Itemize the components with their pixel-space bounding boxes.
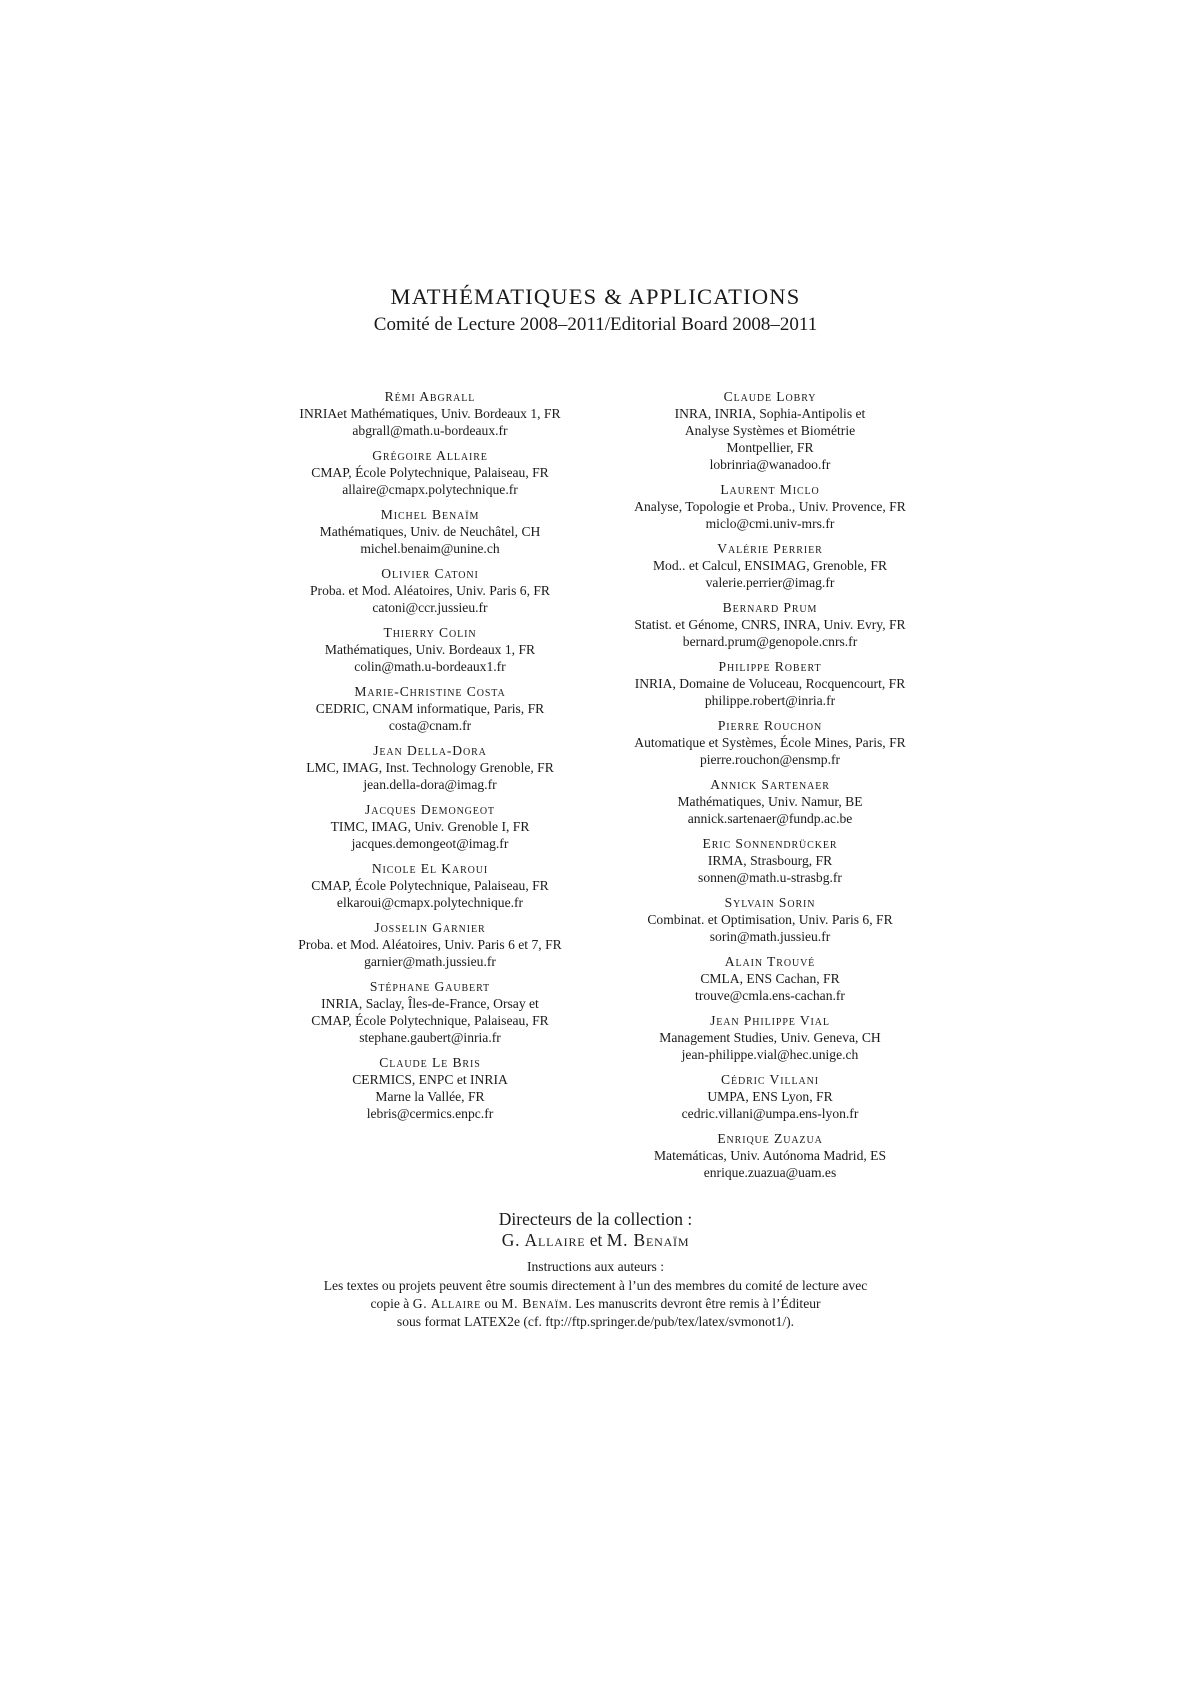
member-affiliation: INRA, INRIA, Sophia-Antipolis et xyxy=(674,406,866,421)
member-email[interactable]: jean-philippe.vial@hec.unige.ch xyxy=(681,1047,859,1062)
member-name: Josselin Garnier xyxy=(374,920,486,935)
board-member xyxy=(570,1012,970,1063)
member-email[interactable]: cedric.villani@umpa.ens-lyon.fr xyxy=(681,1106,859,1121)
directors-connector: et xyxy=(585,1230,607,1250)
member-email[interactable]: sorin@math.jussieu.fr xyxy=(709,929,831,944)
member-affiliation: Montpellier, FR xyxy=(726,440,814,455)
instructions-director-2: M. Benaïm xyxy=(501,1296,569,1311)
member-affiliation: INRIAet Mathématiques, Univ. Bordeaux 1, FR xyxy=(299,406,561,421)
member-affiliation: CERMICS, ENPC et INRIA xyxy=(352,1072,508,1087)
member-name: Michel Benaïm xyxy=(380,507,480,522)
member-name: Jean Philippe Vial xyxy=(710,1013,830,1028)
member-name: Enrique Zuazua xyxy=(717,1131,823,1146)
member-affiliation: Statist. et Génome, CNRS, INRA, Univ. Evry, FR xyxy=(634,617,906,632)
series-title: MATHÉMATIQUES & APPLICATIONS xyxy=(390,284,801,309)
member-name: Rémi Abgrall xyxy=(384,389,476,404)
board-member xyxy=(570,658,970,709)
member-name: Olivier Catoni xyxy=(381,566,479,581)
member-affiliation: Proba. et Mod. Aléatoires, Univ. Paris 6 et 7, FR xyxy=(298,937,562,952)
member-affiliation: LMC, IMAG, Inst. Technology Grenoble, FR xyxy=(306,760,554,775)
instructions-line-1: Les textes ou projets peuvent être soumis directement à l’un des membres du comité de lecture avec xyxy=(323,1278,868,1293)
instructions-line-3: sous format LATEX2e (cf. ftp://ftp.springer.de/pub/tex/latex/svmonot1/). xyxy=(396,1314,795,1329)
member-email[interactable]: jean.della-dora@imag.fr xyxy=(363,777,497,792)
member-affiliation: Matemáticas, Univ. Autónoma Madrid, ES xyxy=(653,1148,887,1163)
member-name: Nicole El Karoui xyxy=(371,861,489,876)
member-affiliation: TIMC, IMAG, Univ. Grenoble I, FR xyxy=(330,819,530,834)
director-name-1: G. Allaire xyxy=(501,1230,586,1250)
member-email[interactable]: enrique.zuazua@uam.es xyxy=(703,1165,837,1180)
member-email[interactable]: jacques.demongeot@imag.fr xyxy=(351,836,509,851)
member-email[interactable]: catoni@ccr.jussieu.fr xyxy=(372,600,488,615)
member-name: Alain Trouvé xyxy=(724,954,816,969)
instructions-line-2-pre: copie à xyxy=(370,1296,413,1311)
member-email[interactable]: philippe.robert@inria.fr xyxy=(704,693,836,708)
member-email[interactable]: valerie.perrier@imag.fr xyxy=(705,575,835,590)
member-affiliation: INRIA, Saclay, Îles-de-France, Orsay et xyxy=(321,996,539,1011)
member-affiliation: CMAP, École Polytechnique, Palaiseau, FR xyxy=(311,878,549,893)
member-name: Cédric Villani xyxy=(721,1072,819,1087)
member-name: Philippe Robert xyxy=(718,659,822,674)
member-name: Pierre Rouchon xyxy=(717,718,823,733)
director-name-2: M. Benaïm xyxy=(606,1230,690,1250)
board-member xyxy=(570,894,970,945)
member-affiliation: UMPA, ENS Lyon, FR xyxy=(707,1089,833,1104)
member-name: Sylvain Sorin xyxy=(724,895,816,910)
member-email[interactable]: michel.benaim@unine.ch xyxy=(360,541,500,556)
member-name: Valérie Perrier xyxy=(717,541,823,556)
member-affiliation: Management Studies, Univ. Geneva, CH xyxy=(659,1030,881,1045)
member-email[interactable]: sonnen@math.u-strasbg.fr xyxy=(698,870,842,885)
member-name: Claude Lobry xyxy=(723,389,817,404)
directors-names xyxy=(0,1230,1191,1251)
board-member xyxy=(570,776,970,827)
member-email[interactable]: miclo@cmi.univ-mrs.fr xyxy=(705,516,835,531)
member-name: Grégoire Allaire xyxy=(372,448,488,463)
board-column-right xyxy=(570,388,970,1189)
member-name: Annick Sartenaer xyxy=(710,777,830,792)
member-name: Thierry Colin xyxy=(383,625,477,640)
member-email[interactable]: stephane.gaubert@inria.fr xyxy=(359,1030,501,1045)
member-affiliation: IRMA, Strasbourg, FR xyxy=(707,853,833,868)
member-affiliation: Proba. et Mod. Aléatoires, Univ. Paris 6, FR xyxy=(309,583,550,598)
member-name: Jean Della-Dora xyxy=(373,743,487,758)
member-email[interactable]: allaire@cmapx.polytechnique.fr xyxy=(342,482,518,497)
member-name: Claude Le Bris xyxy=(379,1055,481,1070)
member-name: Laurent Miclo xyxy=(720,482,820,497)
member-affiliation: CMAP, École Polytechnique, Palaiseau, FR xyxy=(311,1013,549,1028)
member-email[interactable]: lobrinria@wanadoo.fr xyxy=(709,457,831,472)
member-affiliation: Mathématiques, Univ. de Neuchâtel, CH xyxy=(319,524,541,539)
board-member xyxy=(570,599,970,650)
member-email[interactable]: abgrall@math.u-bordeaux.fr xyxy=(352,423,508,438)
board-member xyxy=(570,717,970,768)
board-member xyxy=(570,835,970,886)
board-member xyxy=(570,1071,970,1122)
member-email[interactable]: elkaroui@cmapx.polytechnique.fr xyxy=(336,895,524,910)
member-affiliation: Combinat. et Optimisation, Univ. Paris 6, FR xyxy=(647,912,893,927)
member-affiliation: Analyse, Topologie et Proba., Univ. Provence, FR xyxy=(634,499,906,514)
member-affiliation: CMAP, École Polytechnique, Palaiseau, FR xyxy=(311,465,549,480)
board-member xyxy=(570,953,970,1004)
directors-label: Directeurs de la collection : xyxy=(498,1209,693,1229)
instructions-line-2-post: . Les manuscrits devront être remis à l’Éditeur xyxy=(568,1296,821,1311)
member-email[interactable]: lebris@cermics.enpc.fr xyxy=(366,1106,494,1121)
member-email[interactable]: pierre.rouchon@ensmp.fr xyxy=(699,752,841,767)
member-affiliation: CEDRIC, CNAM informatique, Paris, FR xyxy=(315,701,545,716)
member-email[interactable]: colin@math.u-bordeaux1.fr xyxy=(354,659,506,674)
member-affiliation: Marne la Vallée, FR xyxy=(375,1089,485,1104)
member-email[interactable]: garnier@math.jussieu.fr xyxy=(364,954,496,969)
member-affiliation: CMLA, ENS Cachan, FR xyxy=(700,971,840,986)
board-subtitle: Comité de Lecture 2008–2011/Editorial Board 2008–2011 xyxy=(373,314,818,335)
board-member xyxy=(570,1130,970,1181)
member-affiliation: Mathématiques, Univ. Bordeaux 1, FR xyxy=(324,642,536,657)
member-email[interactable]: trouve@cmla.ens-cachan.fr xyxy=(695,988,845,1003)
board-member xyxy=(570,388,970,473)
board-member xyxy=(570,540,970,591)
member-affiliation: Mod.. et Calcul, ENSIMAG, Grenoble, FR xyxy=(652,558,888,573)
member-name: Bernard Prum xyxy=(722,600,818,615)
member-name: Eric Sonnendrücker xyxy=(702,836,838,851)
member-name: Marie-Christine Costa xyxy=(354,684,506,699)
author-instructions xyxy=(0,1257,1191,1331)
instructions-line-2-mid: ou xyxy=(480,1296,502,1311)
member-email[interactable]: annick.sartenaer@fundp.ac.be xyxy=(687,811,853,826)
instructions-line-2 xyxy=(0,1295,1191,1313)
member-email[interactable]: bernard.prum@genopole.cnrs.fr xyxy=(682,634,858,649)
member-name: Jacques Demongeot xyxy=(365,802,495,817)
member-affiliation: INRIA, Domaine de Voluceau, Rocquencourt, FR xyxy=(634,676,906,691)
member-affiliation: Automatique et Systèmes, École Mines, Paris, FR xyxy=(634,735,906,750)
instructions-director-1: G. Allaire xyxy=(412,1296,481,1311)
member-email[interactable]: costa@cnam.fr xyxy=(388,718,472,733)
instructions-title: Instructions aux auteurs : xyxy=(526,1259,665,1274)
member-affiliation: Analyse Systèmes et Biométrie xyxy=(684,423,856,438)
directors-block xyxy=(0,1209,1191,1251)
member-affiliation: Mathématiques, Univ. Namur, BE xyxy=(677,794,863,809)
board-member xyxy=(570,481,970,532)
member-name: Stéphane Gaubert xyxy=(369,979,491,994)
